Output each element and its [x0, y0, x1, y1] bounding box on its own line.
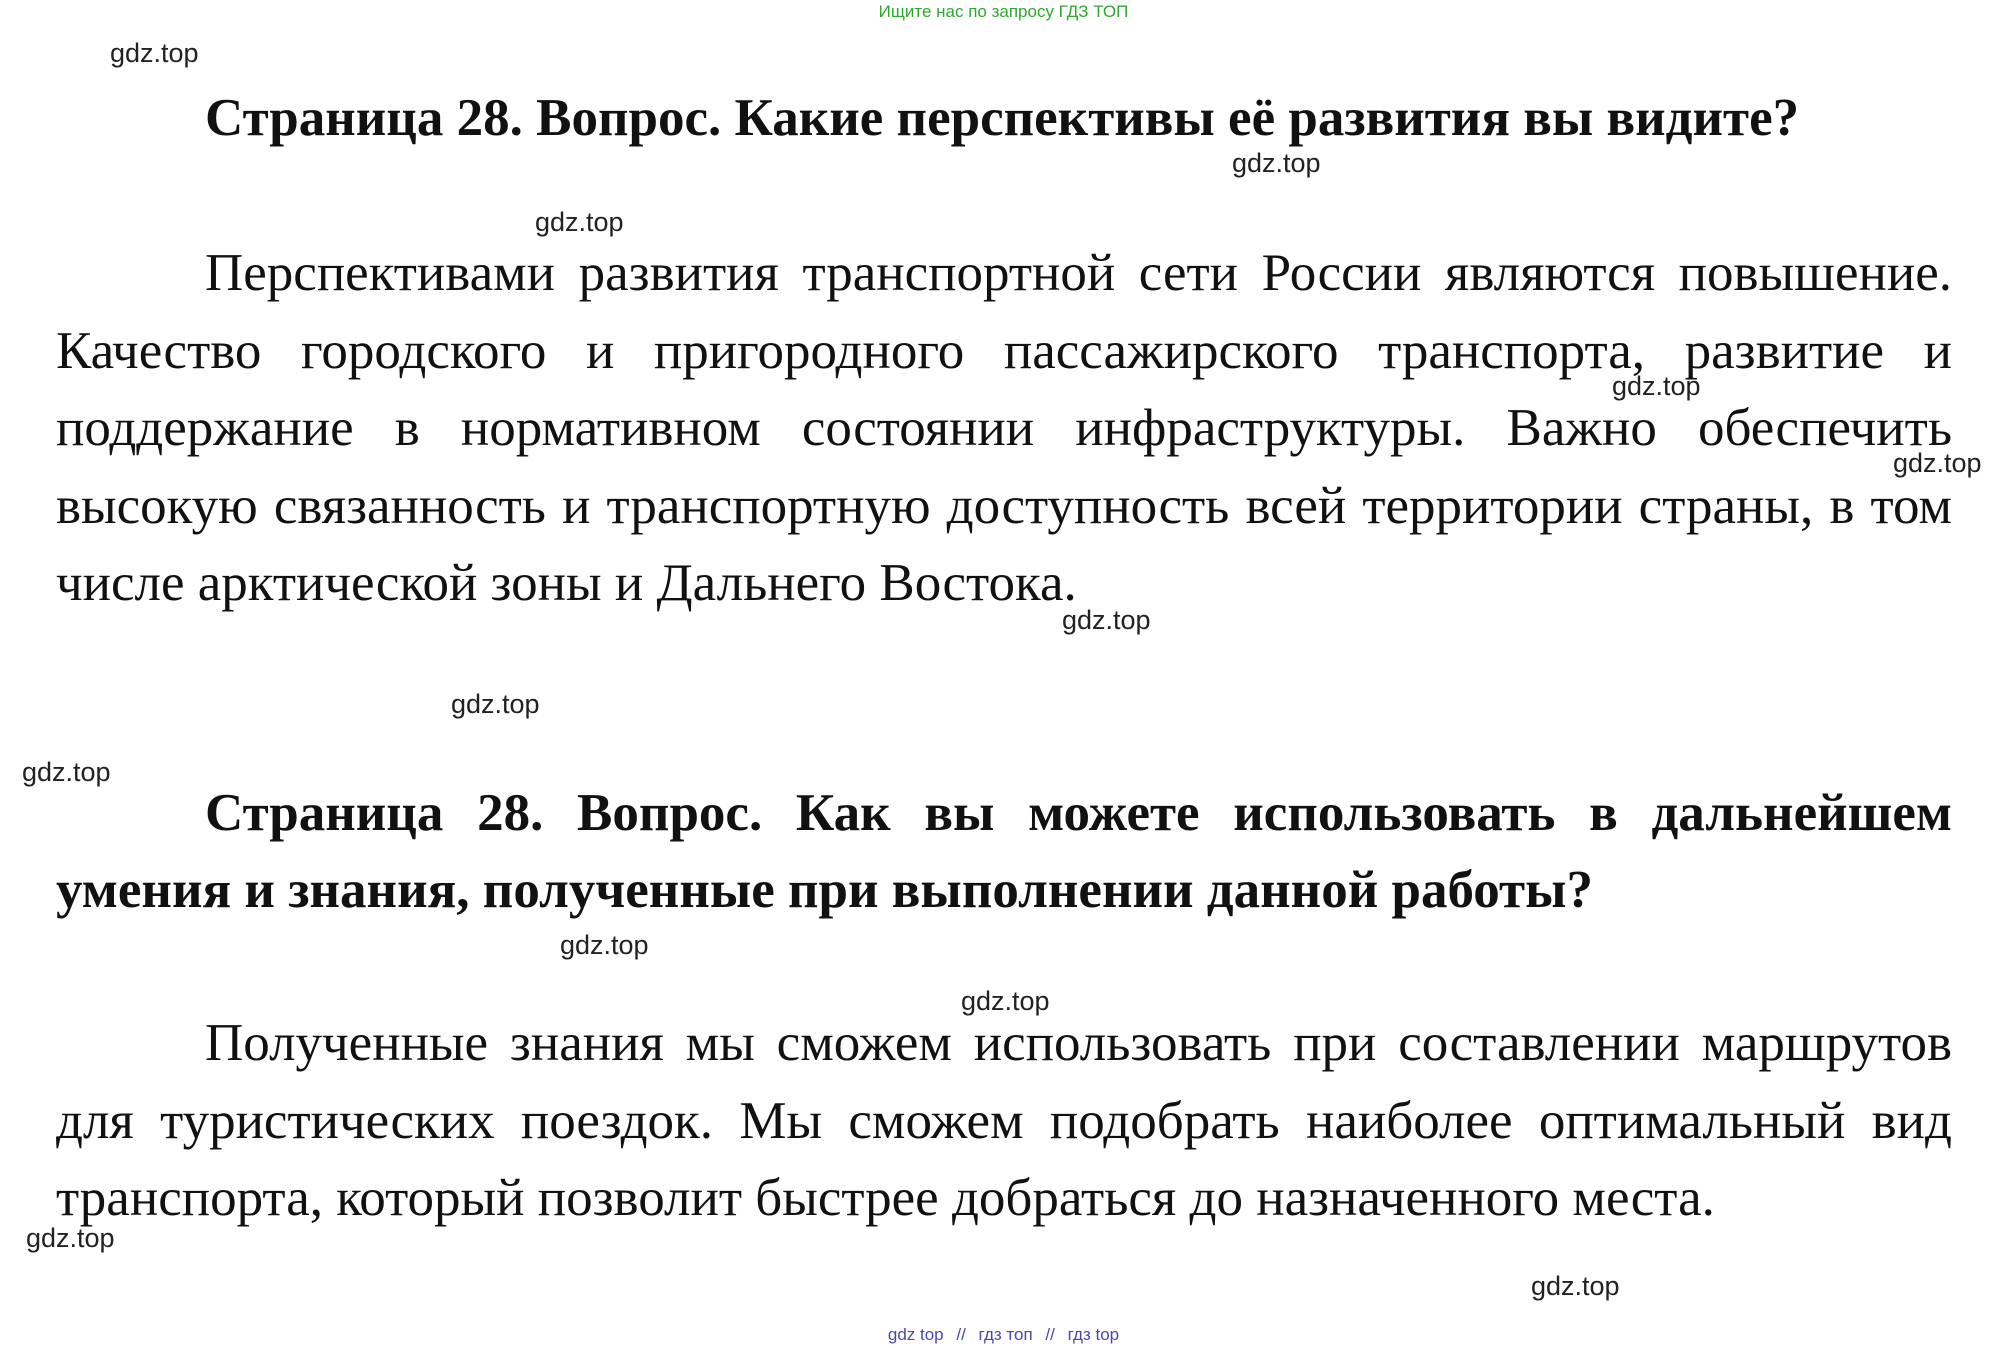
question-2: [56, 775, 1952, 929]
footer-separator: //: [956, 1325, 966, 1344]
footer-link-1[interactable]: gdz top: [887, 1325, 944, 1344]
question-1-text: Страница 28. Вопрос. Какие перспективы её развития вы видите?: [205, 89, 1800, 147]
answer-2-text: Полученные знания мы сможем использовать при составлении маршрутов для туристических поездок. Мы сможем подобрать наиболее оптимальный вид транспорта, который позволит быстрее добраться до назначенного места.: [56, 1014, 1952, 1227]
footer-link-2[interactable]: гдз топ: [978, 1325, 1033, 1344]
question-1: [56, 80, 1952, 157]
watermark: gdz.top: [961, 986, 1050, 1016]
answer-1: [56, 235, 1952, 623]
watermark: gdz.top: [451, 689, 540, 719]
top-banner: Ищите нас по запросу ГДЗ ТОП: [878, 2, 1129, 21]
watermark: gdz.top: [1062, 605, 1151, 635]
watermark: gdz.top: [22, 757, 111, 787]
watermark: gdz.top: [1612, 371, 1701, 401]
footer-separator: //: [1045, 1325, 1055, 1344]
question-2-text: Страница 28. Вопрос. Как вы можете использовать в дальнейшем умения и знания, полученные при выполнении данной работы?: [56, 784, 1952, 919]
watermark: gdz.top: [535, 207, 624, 237]
watermark: gdz.top: [1531, 1271, 1620, 1301]
answer-2: [56, 1005, 1952, 1238]
watermark: gdz.top: [560, 930, 649, 960]
watermark: gdz.top: [1893, 448, 1982, 478]
footer-links: [0, 1325, 2007, 1345]
watermark: gdz.top: [26, 1223, 115, 1253]
answer-1-text: Перспективами развития транспортной сети России являются повышение. Качество городского и пригородного пассажирского транспорта, развитие и поддержание в нормативном состоянии инфраструктуры. Важно обеспечить высокую связанность и транспортную доступность всей территории страны, в том числе арктической зоны и Дальнего Востока.: [56, 244, 1952, 612]
watermark: gdz.top: [1232, 148, 1321, 178]
footer-link-3[interactable]: гдз top: [1067, 1325, 1120, 1344]
watermark: gdz.top: [110, 38, 199, 68]
